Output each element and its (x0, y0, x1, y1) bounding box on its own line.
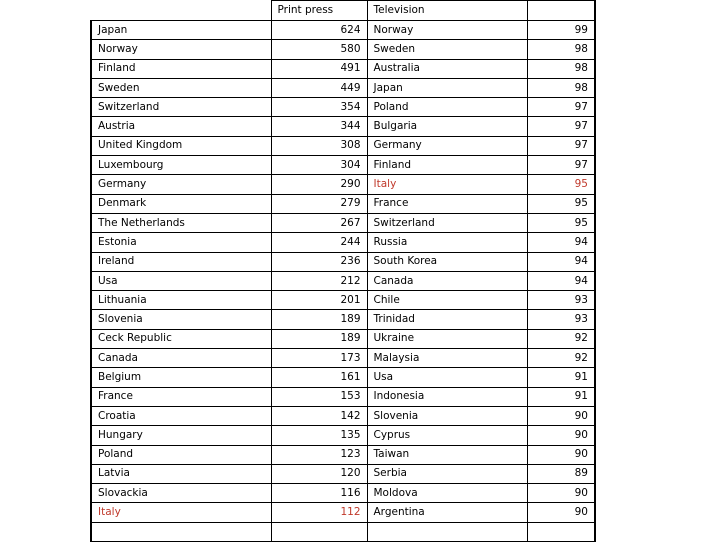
print-value-cell: 189 (271, 310, 367, 329)
tv-value-cell: 95 (527, 175, 595, 194)
table-row (91, 175, 595, 194)
table-row (91, 464, 595, 483)
print-country-cell: Lithuania (91, 291, 271, 310)
print-value-cell: 580 (271, 40, 367, 59)
tv-value-cell: 95 (527, 194, 595, 213)
print-country-cell: Luxembourg (91, 156, 271, 175)
tv-country-cell: Serbia (367, 464, 527, 483)
tv-country-cell: Malaysia (367, 349, 527, 368)
header-television: Television (367, 1, 527, 21)
table-row (91, 291, 595, 310)
tv-country-cell: Usa (367, 368, 527, 387)
tv-value-cell: 93 (527, 310, 595, 329)
table-row (91, 136, 595, 155)
table-row (91, 59, 595, 78)
tv-value-cell: 98 (527, 40, 595, 59)
empty-cell (367, 522, 527, 541)
print-value-cell: 354 (271, 98, 367, 117)
print-value-cell: 142 (271, 406, 367, 425)
tv-country-cell: Germany (367, 136, 527, 155)
tv-value-cell: 94 (527, 252, 595, 271)
tv-country-cell: Argentina (367, 503, 527, 522)
print-country-cell: Austria (91, 117, 271, 136)
print-value-cell: 449 (271, 78, 367, 97)
tv-value-cell: 93 (527, 291, 595, 310)
tv-value-cell: 97 (527, 98, 595, 117)
tv-value-cell: 91 (527, 368, 595, 387)
print-value-cell: 135 (271, 426, 367, 445)
empty-cell (271, 522, 367, 541)
tv-value-cell: 94 (527, 233, 595, 252)
print-value-cell: 123 (271, 445, 367, 464)
tv-value-cell: 98 (527, 78, 595, 97)
tv-value-cell: 90 (527, 445, 595, 464)
tv-value-cell: 91 (527, 387, 595, 406)
print-country-cell: Denmark (91, 194, 271, 213)
tv-country-cell: Sweden (367, 40, 527, 59)
print-value-cell: 112 (271, 503, 367, 522)
print-value-cell: 279 (271, 194, 367, 213)
print-country-cell: Ceck Republic (91, 329, 271, 348)
table-row (91, 426, 595, 445)
tv-country-cell: Switzerland (367, 213, 527, 232)
table-row (91, 310, 595, 329)
header-row (91, 1, 595, 21)
tv-country-cell: Bulgaria (367, 117, 527, 136)
table-row (91, 484, 595, 503)
print-country-cell: Italy (91, 503, 271, 522)
table-row (91, 445, 595, 464)
print-value-cell: 153 (271, 387, 367, 406)
header-blank-cell (91, 1, 271, 21)
print-value-cell: 304 (271, 156, 367, 175)
print-value-cell: 624 (271, 21, 367, 40)
print-country-cell: Latvia (91, 464, 271, 483)
print-value-cell: 120 (271, 464, 367, 483)
table-row (91, 233, 595, 252)
print-country-cell: Germany (91, 175, 271, 194)
print-country-cell: Slovackia (91, 484, 271, 503)
print-value-cell: 201 (271, 291, 367, 310)
tv-value-cell: 99 (527, 21, 595, 40)
tv-value-cell: 95 (527, 213, 595, 232)
table-row (91, 156, 595, 175)
print-country-cell: Sweden (91, 78, 271, 97)
tv-value-cell: 98 (527, 59, 595, 78)
print-country-cell: Belgium (91, 368, 271, 387)
table-row (91, 368, 595, 387)
table-row (91, 329, 595, 348)
print-value-cell: 491 (271, 59, 367, 78)
print-value-cell: 212 (271, 271, 367, 290)
tv-value-cell: 94 (527, 271, 595, 290)
print-value-cell: 173 (271, 349, 367, 368)
table-row (91, 194, 595, 213)
print-country-cell: Ireland (91, 252, 271, 271)
tv-value-cell: 89 (527, 464, 595, 483)
print-value-cell: 244 (271, 233, 367, 252)
tv-country-cell: Cyprus (367, 426, 527, 445)
table-row (91, 387, 595, 406)
tv-country-cell: Italy (367, 175, 527, 194)
tv-country-cell: South Korea (367, 252, 527, 271)
print-country-cell: Croatia (91, 406, 271, 425)
table-row (91, 406, 595, 425)
table-row (91, 21, 595, 40)
table-row (91, 503, 595, 522)
empty-cell (91, 522, 271, 541)
tv-country-cell: Slovenia (367, 406, 527, 425)
table-row (91, 117, 595, 136)
tv-value-cell: 90 (527, 503, 595, 522)
print-country-cell: Japan (91, 21, 271, 40)
tv-country-cell: Taiwan (367, 445, 527, 464)
print-value-cell: 290 (271, 175, 367, 194)
tv-country-cell: Russia (367, 233, 527, 252)
table-row (91, 78, 595, 97)
print-value-cell: 189 (271, 329, 367, 348)
print-country-cell: Switzerland (91, 98, 271, 117)
tv-country-cell: Chile (367, 291, 527, 310)
tv-country-cell: Indonesia (367, 387, 527, 406)
print-country-cell: Finland (91, 59, 271, 78)
table-row (91, 349, 595, 368)
table-row (91, 252, 595, 271)
tv-country-cell: Ukraine (367, 329, 527, 348)
print-value-cell: 236 (271, 252, 367, 271)
print-country-cell: Canada (91, 349, 271, 368)
table-row (91, 213, 595, 232)
print-country-cell: Hungary (91, 426, 271, 445)
ranking-table (90, 0, 596, 542)
ranking-table-body (91, 1, 595, 542)
tv-value-cell: 90 (527, 484, 595, 503)
empty-cell (527, 522, 595, 541)
tv-value-cell: 92 (527, 329, 595, 348)
print-value-cell: 116 (271, 484, 367, 503)
table-row (91, 271, 595, 290)
table-row (91, 40, 595, 59)
print-country-cell: Usa (91, 271, 271, 290)
table-row-empty (91, 522, 595, 541)
print-country-cell: The Netherlands (91, 213, 271, 232)
print-country-cell: Poland (91, 445, 271, 464)
print-value-cell: 344 (271, 117, 367, 136)
tv-country-cell: Finland (367, 156, 527, 175)
tv-country-cell: France (367, 194, 527, 213)
tv-value-cell: 97 (527, 156, 595, 175)
header-blank-cell (527, 1, 595, 21)
header-print-press: Print press (271, 1, 367, 21)
print-value-cell: 267 (271, 213, 367, 232)
tv-country-cell: Moldova (367, 484, 527, 503)
tv-country-cell: Japan (367, 78, 527, 97)
print-country-cell: Slovenia (91, 310, 271, 329)
print-country-cell: Estonia (91, 233, 271, 252)
tv-value-cell: 90 (527, 406, 595, 425)
tv-country-cell: Australia (367, 59, 527, 78)
print-country-cell: France (91, 387, 271, 406)
print-value-cell: 161 (271, 368, 367, 387)
tv-value-cell: 90 (527, 426, 595, 445)
table-row (91, 98, 595, 117)
tv-country-cell: Canada (367, 271, 527, 290)
print-value-cell: 308 (271, 136, 367, 155)
tv-value-cell: 97 (527, 136, 595, 155)
tv-country-cell: Norway (367, 21, 527, 40)
tv-value-cell: 97 (527, 117, 595, 136)
print-country-cell: Norway (91, 40, 271, 59)
print-country-cell: United Kingdom (91, 136, 271, 155)
tv-value-cell: 92 (527, 349, 595, 368)
tv-country-cell: Trinidad (367, 310, 527, 329)
tv-country-cell: Poland (367, 98, 527, 117)
